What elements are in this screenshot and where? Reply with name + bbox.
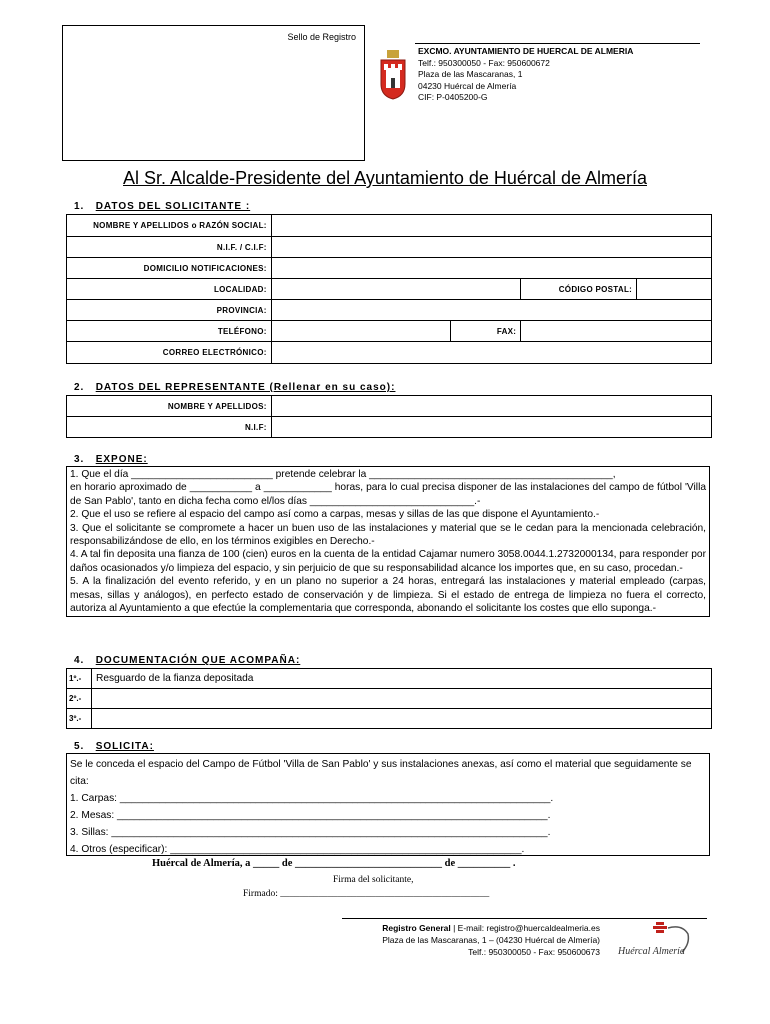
domicilio-field[interactable] [271, 258, 711, 279]
org-address1: Plaza de las Mascaranas, 1 [418, 69, 523, 79]
footer-rule [342, 918, 707, 919]
section-2-heading: 2. DATOS DEL REPRESENTANTE (Rellenar en su caso): [74, 382, 396, 393]
signature-label: Firma del solicitante, [333, 875, 414, 885]
applicant-table [66, 214, 712, 364]
logo-text: Huércal Almería [618, 946, 685, 957]
doc-row-1-text[interactable]: Resguardo de la fianza depositada [91, 669, 711, 689]
name-label: NOMBRE Y APELLIDOS o RAZÓN SOCIAL: [67, 215, 272, 237]
footer-registro: Registro General [382, 923, 451, 933]
correo-field[interactable] [271, 342, 711, 364]
doc-row-2-number: 2º.- [67, 689, 92, 709]
telefono-label: TELÉFONO: [67, 321, 272, 342]
rep-nif-label: N.I.F: [67, 417, 272, 438]
registration-stamp-box [62, 25, 365, 161]
footer-address: Plaza de las Mascaranas, 1 – (04230 Huércal de Almería) [382, 935, 600, 945]
footer-contact [330, 922, 600, 958]
header-rule [415, 43, 700, 44]
section-4-heading: 4. DOCUMENTACIÓN QUE ACOMPAÑA: [74, 655, 301, 666]
org-phone: Telf.: 950300050 - Fax: 950600672 [418, 57, 550, 68]
provincia-label: PROVINCIA: [67, 300, 272, 321]
documents-table [66, 668, 712, 729]
section-3-heading: 3. EXPONE: [74, 454, 148, 465]
name-field[interactable] [271, 215, 711, 237]
expone-p4: 3. Que el solicitante se compromete a hacer un buen uso de las instalaciones y material que se le cedan para la mencionada celebración, responsabilizándose de ello, en los términos exigibles en Derecho.- [70, 522, 706, 548]
signed-by-line: Firmado: ____________________________________________ [243, 889, 490, 899]
solicita-box [66, 753, 710, 856]
rep-name-label: NOMBRE Y APELLIDOS: [67, 396, 272, 417]
coat-of-arms-icon [378, 50, 408, 100]
localidad-label: LOCALIDAD: [67, 279, 272, 300]
footer-phone: Telf.: 950300050 - Fax: 950600673 [468, 947, 600, 957]
localidad-field[interactable] [271, 279, 521, 300]
solicita-carpas: 1. Carpas: ____________________________________________________________________________. [70, 793, 554, 804]
doc-row-3-text[interactable] [91, 709, 711, 729]
doc-row-1-number: 1º.- [67, 669, 92, 689]
doc-row-2-text[interactable] [91, 689, 711, 709]
cp-field[interactable] [637, 279, 712, 300]
footer-email: | E-mail: registro@huercaldealmeria.es [453, 923, 600, 933]
expone-p3: 2. Que el uso se refiere al espacio del campo así como a carpas, mesas y sillas de las que dispone el Ayuntamiento.- [70, 509, 600, 521]
signature-place-date: Huércal de Almería, a _____ de ____________________________ de __________ . [152, 858, 516, 869]
fax-label: FAX: [451, 321, 521, 342]
solicita-mesas: 2. Mesas: ____________________________________________________________________________. [70, 810, 551, 821]
stamp-label: Sello de Registro [287, 32, 356, 42]
org-address2: 04230 Huércal de Almería [418, 80, 517, 91]
nif-label: N.I.F. / C.I.F: [67, 237, 272, 258]
provincia-field[interactable] [271, 300, 711, 321]
expone-p5: 4. A tal fin deposita una fianza de 100 (cien) euros en la cuenta de la entidad Cajamar numero 3058.0044.1.2732000134, para responder por daños ocasionados y/o limpieza del espacio, y sin perjuicio de que su responsabilidad alcance los importes que, en su caso, procedan.- [70, 549, 706, 574]
section-1-heading: 1. DATOS DEL SOLICITANTE : [74, 201, 251, 212]
expone-p1: 1. Que el día _________________________ pretende celebrar la ___________________________________________, [70, 469, 616, 480]
solicita-intro: Se le conceda el espacio del Campo de Fútbol 'Villa de San Pablo' y sus instalaciones anexas, así como el material que seguidamente se cita: [70, 759, 692, 787]
rep-name-field[interactable] [271, 396, 711, 417]
municipality-logo [616, 920, 700, 962]
rep-nif-field[interactable] [271, 417, 711, 438]
municipality-header [418, 46, 633, 104]
document-title: Al Sr. Alcalde-Presidente del Ayuntamiento de Huércal de Almería [123, 168, 647, 188]
cp-label: CÓDIGO POSTAL: [521, 279, 637, 300]
representative-table [66, 395, 712, 438]
org-name: EXCMO. AYUNTAMIENTO DE HUERCAL DE ALMERIA [418, 46, 634, 56]
solicita-sillas: 3. Sillas: _____________________________________________________________________________. [70, 827, 551, 838]
correo-label: CORREO ELECTRÓNICO: [67, 342, 272, 364]
solicita-otros: 4. Otros (especificar): ______________________________________________________________. [70, 844, 525, 855]
expone-p6: 5. A la finalización del evento referido, y en un plano no superior a 24 horas, entregará las instalaciones y material empleado (carpas, mesas, sillas y análogos), en perfecto estado de conservación y de limpieza. Si el estado de entrega de limpieza no fuera el correcto, autoriza al Ayuntamiento a que efectúe la complementaria que corresponda, abonando el solicitante los costes que ello suponga.- [70, 576, 706, 615]
expone-p2: en horario aproximado de ___________ a ____________ horas, para lo cual precisa disponer de las instalaciones del campo de fútbol 'Villa de San Pablo', tanto en dicha fecha como el/los días _____________________________.- [70, 482, 706, 507]
org-cif: CIF: P-0405200-G [418, 92, 488, 102]
nif-field[interactable] [271, 237, 711, 258]
fax-field[interactable] [521, 321, 712, 342]
domicilio-label: DOMICILIO NOTIFICACIONES: [67, 258, 272, 279]
expone-box [66, 466, 710, 617]
doc-row-3-number: 3º.- [67, 709, 92, 729]
telefono-field[interactable] [271, 321, 451, 342]
section-5-heading: 5. SOLICITA: [74, 741, 154, 752]
